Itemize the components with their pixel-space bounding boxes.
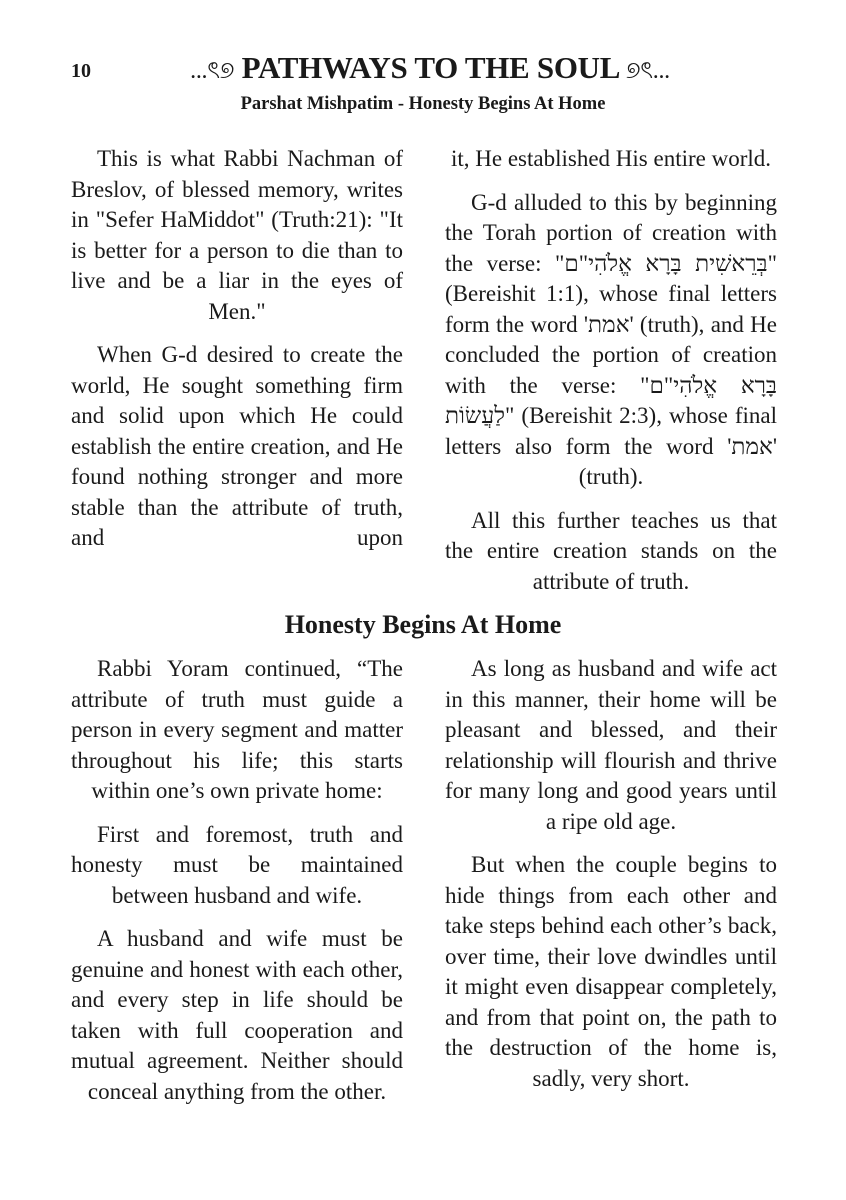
paragraph: G-d alluded to this by beginning the Torah portion of creation with the verse: "בְּרֵאשִׁית בָּרָא אֱלֹהִי"ם" (Bereishit 1:1), whose final letters form the word 'אמת' (truth), and He concluded the portion of creation with the verse: "בָּרָא אֱלֹהִי"ם לַעֲשׂוֹת" (Bereishit 2:3), whose final letters also form the word 'אמת' (truth).	[445, 189, 778, 489]
paragraph: But when the couple begins to hide things from each other and take steps behind each other’s back, over time, their love dwindles until it might even disappear completely, and from that point on, the path to the destruction of the home is, sadly, very short.	[445, 852, 777, 1091]
paragraph: it, He established His entire world.	[450, 146, 771, 171]
page-number: 10	[71, 60, 91, 82]
paragraph: Rabbi Yoram continued, “The attribute of truth must guide a person in every segment and matter throughout his life; this starts within one’s own private home:	[71, 656, 403, 803]
section-heading: Honesty Begins At Home	[284, 610, 562, 639]
ornament-right-icon: ୭ৎ...	[625, 58, 670, 84]
chapter-subtitle: Parshat Mishpatim - Honesty Begins At Home	[240, 94, 606, 114]
paragraph: When G-d desired to create the world, He sought something firm and solid upon which He could establish the entire creation, and He found nothing stronger and more stable than the attribute of truth, and upon	[71, 342, 403, 550]
book-title: PATHWAYS TO THE SOUL	[241, 50, 619, 85]
paragraph: First and foremost, truth and honesty must be maintained between husband and wife.	[71, 821, 403, 908]
section1-left-column	[71, 144, 403, 567]
paragraph: As long as husband and wife act in this manner, their home will be pleasant and blessed, and their relationship will flourish and thrive for many long and good years until a ripe old age.	[445, 656, 777, 834]
section1-right-column	[445, 144, 777, 610]
ornament-left-icon: ...ৎ୭	[190, 58, 235, 84]
running-header	[130, 50, 730, 92]
paragraph: This is what Rabbi Nachman of Breslov, of blessed memory, writes in "Sefer HaMiddot" (Truth:21): "It is better for a person to die than to live and be a liar in the eyes of Men."	[71, 146, 403, 324]
section2-left-column	[71, 654, 403, 1120]
paragraph: All this further teaches us that the entire creation stands on the attribute of truth.	[445, 507, 777, 594]
section2-right-column	[445, 654, 777, 1107]
paragraph: A husband and wife must be genuine and honest with each other, and every step in life should be taken with full cooperation and mutual agreement. Neither should conceal anything from the other.	[71, 926, 403, 1104]
